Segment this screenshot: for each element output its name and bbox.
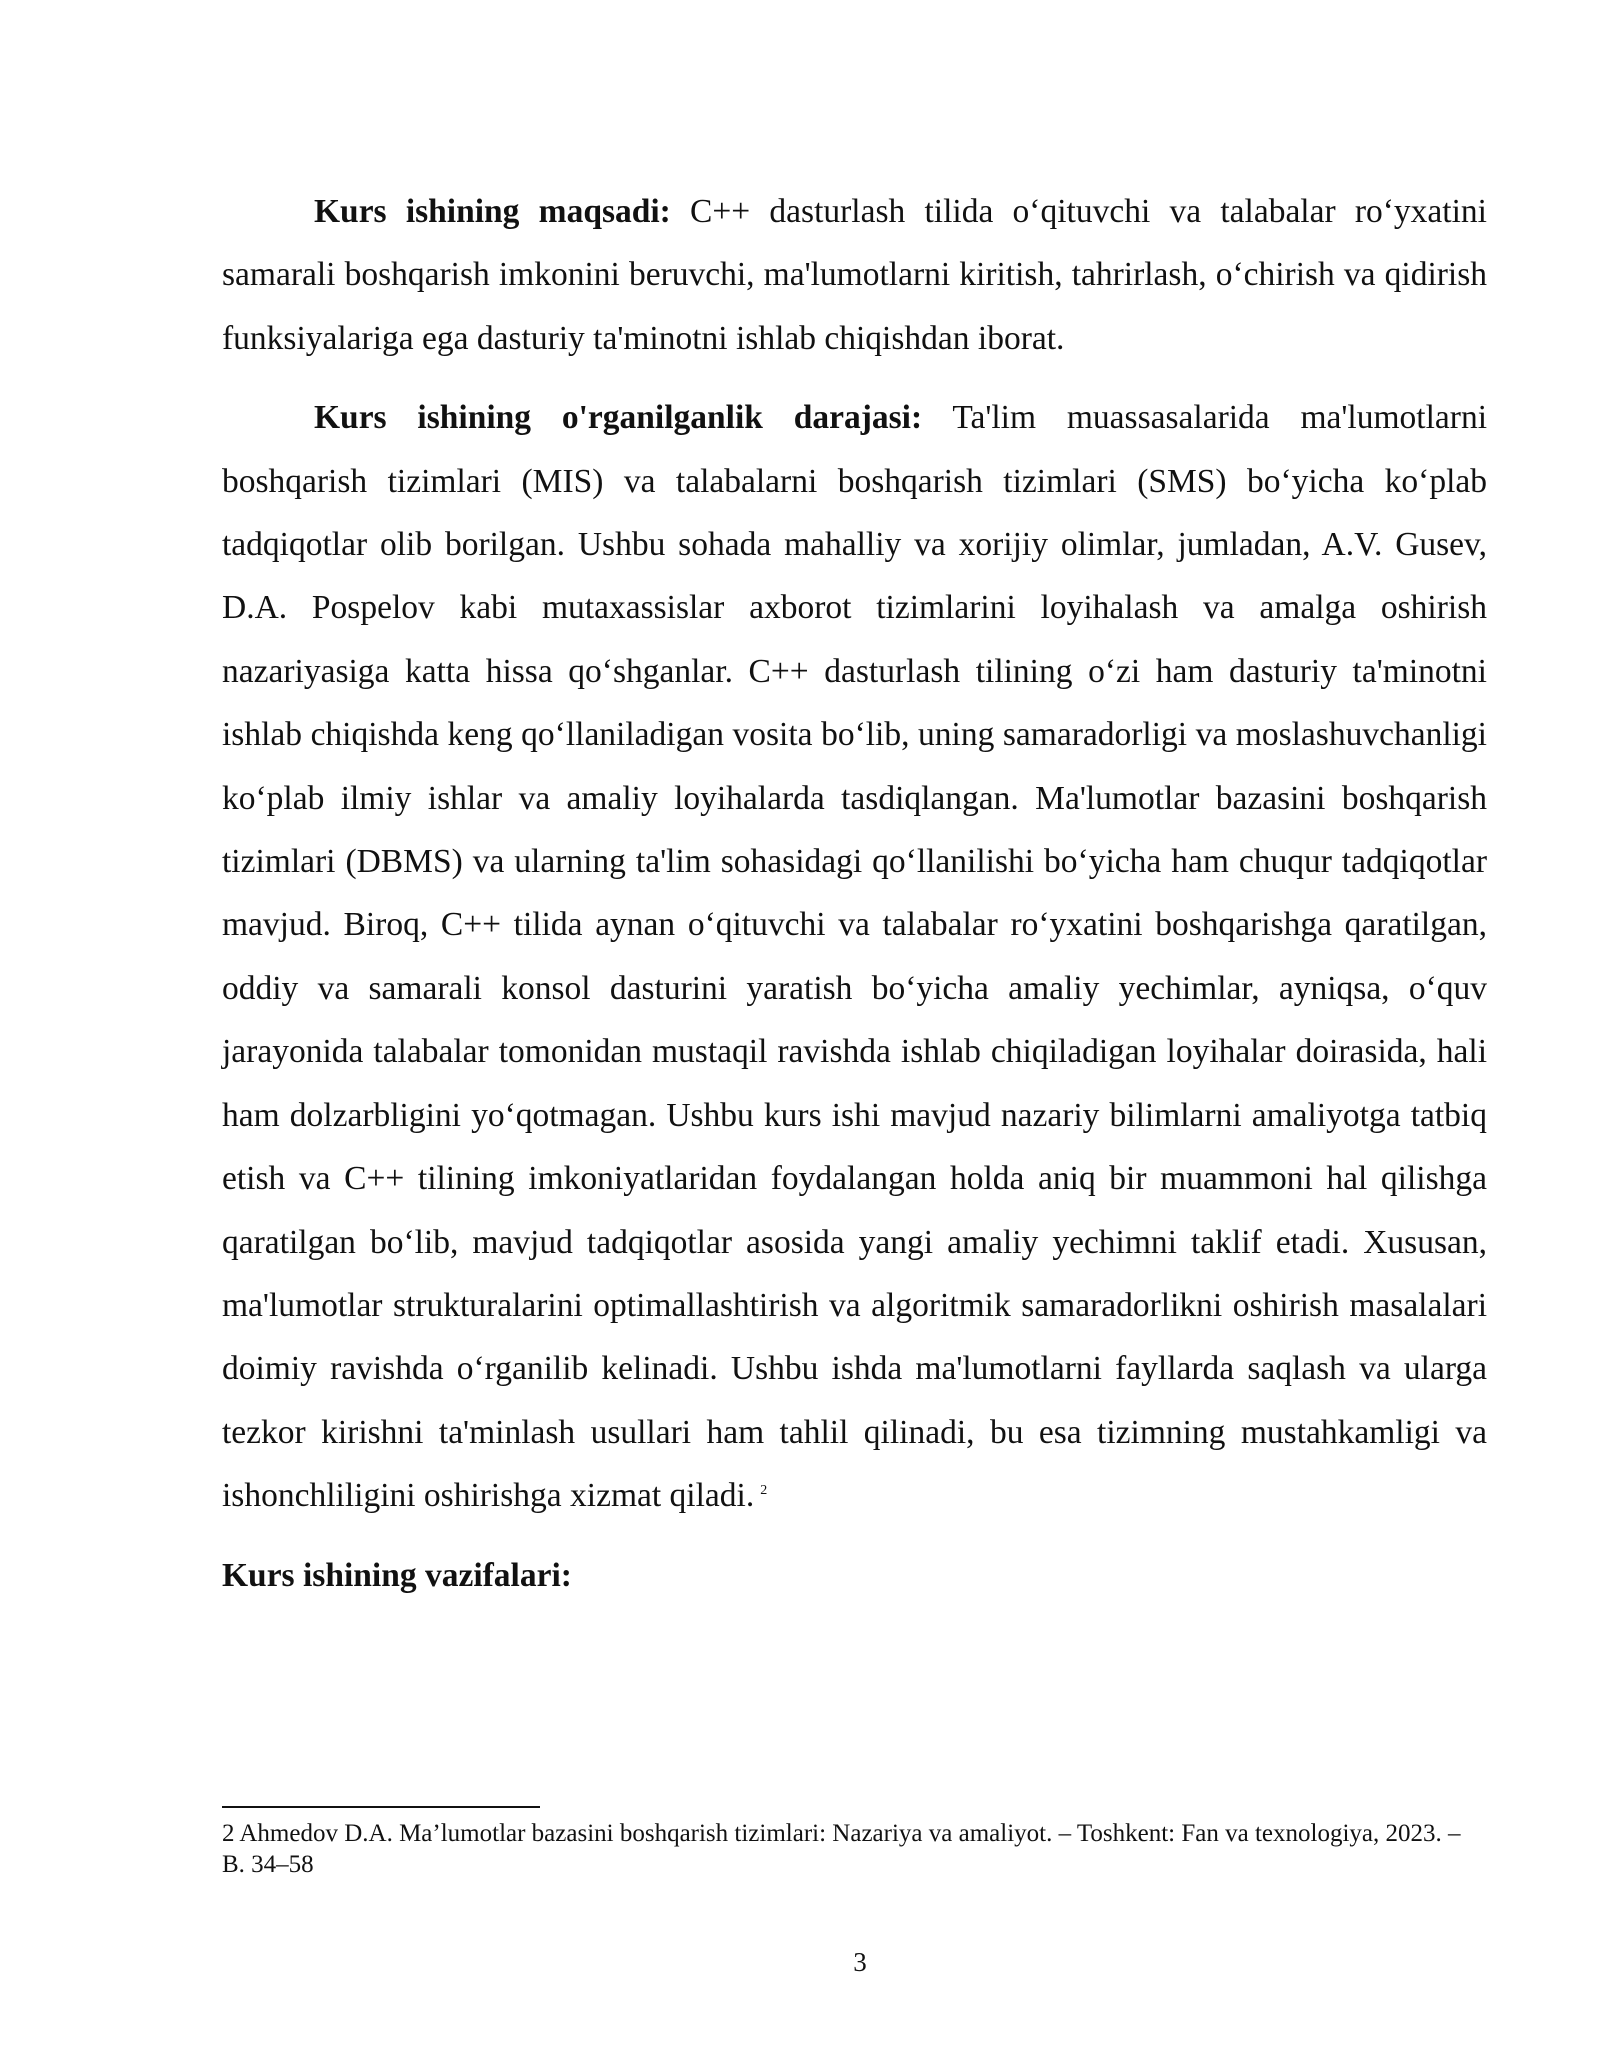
- paragraph-maqsad: [222, 180, 1487, 370]
- body-text: [222, 180, 1487, 1607]
- footnote-reference[interactable]: 2: [760, 1482, 768, 1498]
- organilganlik-text: Ta'lim muassasalarida ma'lumotlarni boshqarish tizimlari (MIS) va talabalarni boshqarish tizimlari (SMS) bo‘yicha ko‘plab tadqiqotlar olib borilgan. Ushbu sohada mahalliy va xorijiy olimlar, jumladan, A.V. Gusev, D.A. Pospelov kabi mutaxassislar axborot tizimlarini loyihalash va amalga oshirish nazariyasiga katta hissa qo‘shganlar. C++ dasturlash tilining o‘zi ham dasturiy ta'minotni ishlab chiqishda keng qo‘llaniladigan vosita bo‘lib, uning samaradorligi va moslashuvchanligi ko‘plab ilmiy ishlar va amaliy loyihalarda tasdiqlangan. Ma'lumotlar bazasini boshqarish tizimlari (DBMS) va ularning ta'lim sohasidagi qo‘llanilishi bo‘yicha ham chuqur tadqiqotlar mavjud. Biroq, C++ tilida aynan o‘qituvchi va talabalar ro‘yxatini boshqarishga qaratilgan, oddiy va samarali konsol dasturini yaratish bo‘yicha amaliy yechimlar, ayniqsa, o‘quv jarayonida talabalar tomonidan mustaqil ravishda ishlab chiqiladigan loyihalar doirasida, hali ham dolzarbligini yo‘qotmagan. Ushbu kurs ishi mavjud nazariy bilimlarni amaliyotga tatbiq etish va C++ tilining imkoniyatlaridan foydalangan holda aniq bir muammoni hal qilishga qaratilgan bo‘lib, mavjud tadqiqotlar asosida yangi amaliy yechimni taklif etadi. Xususan, ma'lumotlar strukturalarini optimallashtirish va algoritmik samaradorlikni oshirish masalalari doimiy ravishda o‘rganilib kelinadi. Ushbu ishda ma'lumotlarni fayllarda saqlash va ularga tezkor kirishni ta'minlash usullari ham tahlil qilinadi, bu esa tizimning mustahkamligi va ishonchliligini oshirishga xizmat qiladi.: [222, 399, 1487, 1515]
- paragraph-organilganlik: [222, 386, 1487, 1527]
- footnote-text: 2 Ahmedov D.A. Ma’lumotlar bazasini boshqarish tizimlari: Nazariya va amaliyot. – Toshkent: Fan va texnologiya, 2023. – B. 34–58: [222, 1820, 1461, 1878]
- footnote-separator: [222, 1806, 540, 1808]
- page-number: 3: [853, 1947, 867, 1977]
- organilganlik-label: Kurs ishining o'rganilganlik darajasi:: [314, 399, 923, 437]
- vazifalar-heading: Kurs ishining vazifalari:: [222, 1556, 572, 1594]
- maqsad-text: C++ dasturlash tilida o‘qituvchi va talabalar ro‘yxatini samarali boshqarish imkonini beruvchi, ma'lumotlarni kiritish, tahrirlash, o‘chirish va qidirish funksiyalariga ega dasturiy ta'minotni ishlab chiqishdan iborat.: [222, 193, 1487, 357]
- maqsad-label: Kurs ishining maqsadi:: [314, 193, 671, 230]
